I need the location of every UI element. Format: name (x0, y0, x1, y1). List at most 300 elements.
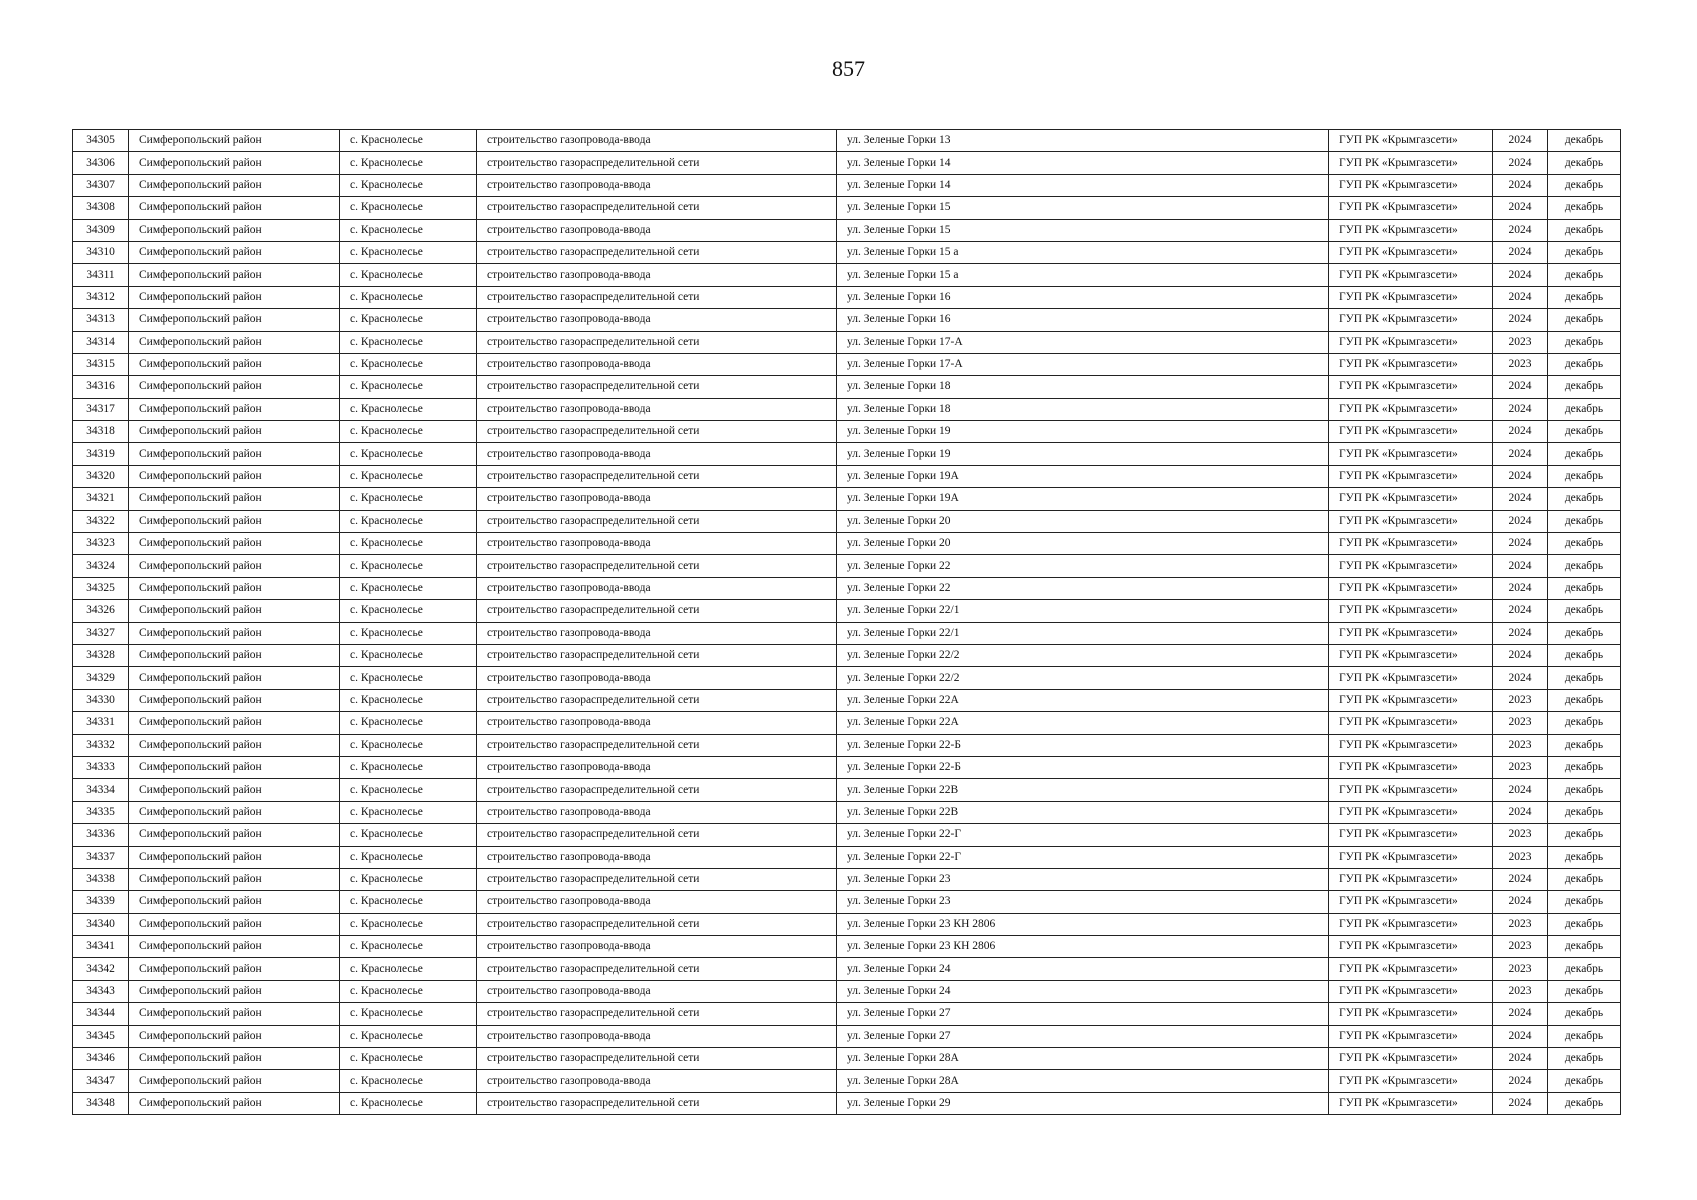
settlement-cell: с. Краснолесье (340, 1025, 477, 1047)
address-cell: ул. Зеленые Горки 19А (837, 488, 1329, 510)
address-cell: ул. Зеленые Горки 22/1 (837, 600, 1329, 622)
month-cell: декабрь (1548, 465, 1621, 487)
organization-cell: ГУП РК «Крымгазсети» (1329, 779, 1493, 801)
district-cell: Симферопольский район (129, 1025, 340, 1047)
district-cell: Симферопольский район (129, 353, 340, 375)
organization-cell: ГУП РК «Крымгазсети» (1329, 846, 1493, 868)
year-cell: 2024 (1493, 309, 1548, 331)
table-row (73, 488, 1621, 510)
month-cell: декабрь (1548, 1048, 1621, 1070)
organization-cell: ГУП РК «Крымгазсети» (1329, 824, 1493, 846)
year-cell: 2024 (1493, 421, 1548, 443)
address-cell: ул. Зеленые Горки 28А (837, 1070, 1329, 1092)
month-cell: декабрь (1548, 689, 1621, 711)
settlement-cell: с. Краснолесье (340, 734, 477, 756)
settlement-cell: с. Краснолесье (340, 801, 477, 823)
month-cell: декабрь (1548, 510, 1621, 532)
record-number-cell: 34338 (73, 868, 129, 890)
address-cell: ул. Зеленые Горки 24 (837, 980, 1329, 1002)
settlement-cell: с. Краснолесье (340, 1003, 477, 1025)
settlement-cell: с. Краснолесье (340, 555, 477, 577)
address-cell: ул. Зеленые Горки 15 а (837, 241, 1329, 263)
record-number-cell: 34310 (73, 241, 129, 263)
record-number-cell: 34318 (73, 421, 129, 443)
organization-cell: ГУП РК «Крымгазсети» (1329, 309, 1493, 331)
month-cell: декабрь (1548, 600, 1621, 622)
address-cell: ул. Зеленые Горки 22-Б (837, 734, 1329, 756)
table-row (73, 824, 1621, 846)
settlement-cell: с. Краснолесье (340, 309, 477, 331)
organization-cell: ГУП РК «Крымгазсети» (1329, 868, 1493, 890)
district-cell: Симферопольский район (129, 1048, 340, 1070)
record-number-cell: 34333 (73, 756, 129, 778)
district-cell: Симферопольский район (129, 712, 340, 734)
work-type-cell: строительство газораспределительной сети (477, 555, 837, 577)
month-cell: декабрь (1548, 241, 1621, 263)
organization-cell: ГУП РК «Крымгазсети» (1329, 443, 1493, 465)
settlement-cell: с. Краснолесье (340, 868, 477, 890)
year-cell: 2024 (1493, 801, 1548, 823)
settlement-cell: с. Краснолесье (340, 622, 477, 644)
address-cell: ул. Зеленые Горки 22-Г (837, 824, 1329, 846)
settlement-cell: с. Краснолесье (340, 353, 477, 375)
address-cell: ул. Зеленые Горки 27 (837, 1025, 1329, 1047)
organization-cell: ГУП РК «Крымгазсети» (1329, 1070, 1493, 1092)
record-number-cell: 34343 (73, 980, 129, 1002)
settlement-cell: с. Краснолесье (340, 219, 477, 241)
settlement-cell: с. Краснолесье (340, 533, 477, 555)
settlement-cell: с. Краснолесье (340, 488, 477, 510)
year-cell: 2024 (1493, 219, 1548, 241)
year-cell: 2024 (1493, 488, 1548, 510)
table-row (73, 779, 1621, 801)
month-cell: декабрь (1548, 353, 1621, 375)
year-cell: 2024 (1493, 779, 1548, 801)
record-number-cell: 34329 (73, 667, 129, 689)
year-cell: 2023 (1493, 689, 1548, 711)
settlement-cell: с. Краснолесье (340, 465, 477, 487)
year-cell: 2024 (1493, 1003, 1548, 1025)
settlement-cell: с. Краснолесье (340, 421, 477, 443)
table-row (73, 376, 1621, 398)
year-cell: 2024 (1493, 600, 1548, 622)
organization-cell: ГУП РК «Крымгазсети» (1329, 1025, 1493, 1047)
work-type-cell: строительство газораспределительной сети (477, 286, 837, 308)
record-number-cell: 34319 (73, 443, 129, 465)
table-row (73, 219, 1621, 241)
address-cell: ул. Зеленые Горки 22В (837, 801, 1329, 823)
record-number-cell: 34306 (73, 152, 129, 174)
record-number-cell: 34330 (73, 689, 129, 711)
table-row (73, 1025, 1621, 1047)
record-number-cell: 34308 (73, 197, 129, 219)
settlement-cell: с. Краснолесье (340, 130, 477, 152)
address-cell: ул. Зеленые Горки 22А (837, 689, 1329, 711)
year-cell: 2024 (1493, 577, 1548, 599)
work-type-cell: строительство газопровода-ввода (477, 443, 837, 465)
organization-cell: ГУП РК «Крымгазсети» (1329, 622, 1493, 644)
organization-cell: ГУП РК «Крымгазсети» (1329, 913, 1493, 935)
address-cell: ул. Зеленые Горки 22-Б (837, 756, 1329, 778)
work-type-cell: строительство газопровода-ввода (477, 756, 837, 778)
month-cell: декабрь (1548, 264, 1621, 286)
work-type-cell: строительство газораспределительной сети (477, 689, 837, 711)
month-cell: декабрь (1548, 868, 1621, 890)
year-cell: 2024 (1493, 465, 1548, 487)
work-type-cell: строительство газопровода-ввода (477, 309, 837, 331)
district-cell: Симферопольский район (129, 443, 340, 465)
work-type-cell: строительство газораспределительной сети (477, 197, 837, 219)
work-type-cell: строительство газопровода-ввода (477, 174, 837, 196)
district-cell: Симферопольский район (129, 309, 340, 331)
organization-cell: ГУП РК «Крымгазсети» (1329, 712, 1493, 734)
district-cell: Симферопольский район (129, 510, 340, 532)
organization-cell: ГУП РК «Крымгазсети» (1329, 286, 1493, 308)
address-cell: ул. Зеленые Горки 20 (837, 533, 1329, 555)
month-cell: декабрь (1548, 577, 1621, 599)
record-number-cell: 34344 (73, 1003, 129, 1025)
district-cell: Симферопольский район (129, 264, 340, 286)
record-number-cell: 34327 (73, 622, 129, 644)
address-cell: ул. Зеленые Горки 22 (837, 555, 1329, 577)
month-cell: декабрь (1548, 1070, 1621, 1092)
month-cell: декабрь (1548, 644, 1621, 666)
address-cell: ул. Зеленые Горки 14 (837, 174, 1329, 196)
district-cell: Симферопольский район (129, 465, 340, 487)
district-cell: Симферопольский район (129, 801, 340, 823)
organization-cell: ГУП РК «Крымгазсети» (1329, 689, 1493, 711)
address-cell: ул. Зеленые Горки 22/2 (837, 667, 1329, 689)
month-cell: декабрь (1548, 980, 1621, 1002)
district-cell: Симферопольский район (129, 152, 340, 174)
month-cell: декабрь (1548, 197, 1621, 219)
year-cell: 2024 (1493, 398, 1548, 420)
settlement-cell: с. Краснолесье (340, 667, 477, 689)
registry-table (72, 129, 1621, 1115)
settlement-cell: с. Краснолесье (340, 443, 477, 465)
work-type-cell: строительство газопровода-ввода (477, 130, 837, 152)
year-cell: 2023 (1493, 712, 1548, 734)
settlement-cell: с. Краснолесье (340, 712, 477, 734)
district-cell: Симферопольский район (129, 689, 340, 711)
month-cell: декабрь (1548, 1025, 1621, 1047)
organization-cell: ГУП РК «Крымгазсети» (1329, 331, 1493, 353)
settlement-cell: с. Краснолесье (340, 376, 477, 398)
month-cell: декабрь (1548, 421, 1621, 443)
year-cell: 2024 (1493, 644, 1548, 666)
organization-cell: ГУП РК «Крымгазсети» (1329, 533, 1493, 555)
district-cell: Симферопольский район (129, 936, 340, 958)
settlement-cell: с. Краснолесье (340, 936, 477, 958)
settlement-cell: с. Краснолесье (340, 398, 477, 420)
record-number-cell: 34345 (73, 1025, 129, 1047)
district-cell: Симферопольский район (129, 1070, 340, 1092)
table-row (73, 667, 1621, 689)
work-type-cell: строительство газораспределительной сети (477, 868, 837, 890)
month-cell: декабрь (1548, 734, 1621, 756)
district-cell: Симферопольский район (129, 488, 340, 510)
month-cell: декабрь (1548, 712, 1621, 734)
record-number-cell: 34323 (73, 533, 129, 555)
table-row (73, 756, 1621, 778)
month-cell: декабрь (1548, 801, 1621, 823)
organization-cell: ГУП РК «Крымгазсети» (1329, 600, 1493, 622)
work-type-cell: строительство газораспределительной сети (477, 824, 837, 846)
address-cell: ул. Зеленые Горки 15 а (837, 264, 1329, 286)
year-cell: 2024 (1493, 891, 1548, 913)
work-type-cell: строительство газораспределительной сети (477, 510, 837, 532)
table-row (73, 622, 1621, 644)
month-cell: декабрь (1548, 152, 1621, 174)
work-type-cell: строительство газораспределительной сети (477, 421, 837, 443)
work-type-cell: строительство газопровода-ввода (477, 264, 837, 286)
address-cell: ул. Зеленые Горки 22 (837, 577, 1329, 599)
record-number-cell: 34316 (73, 376, 129, 398)
table-row (73, 174, 1621, 196)
district-cell: Симферопольский район (129, 958, 340, 980)
year-cell: 2024 (1493, 555, 1548, 577)
month-cell: декабрь (1548, 779, 1621, 801)
year-cell: 2024 (1493, 1025, 1548, 1047)
organization-cell: ГУП РК «Крымгазсети» (1329, 174, 1493, 196)
work-type-cell: строительство газораспределительной сети (477, 913, 837, 935)
work-type-cell: строительство газопровода-ввода (477, 801, 837, 823)
organization-cell: ГУП РК «Крымгазсети» (1329, 130, 1493, 152)
address-cell: ул. Зеленые Горки 18 (837, 398, 1329, 420)
table-row (73, 533, 1621, 555)
settlement-cell: с. Краснолесье (340, 689, 477, 711)
district-cell: Симферопольский район (129, 331, 340, 353)
record-number-cell: 34342 (73, 958, 129, 980)
district-cell: Симферопольский район (129, 376, 340, 398)
year-cell: 2023 (1493, 734, 1548, 756)
work-type-cell: строительство газопровода-ввода (477, 533, 837, 555)
table-row (73, 1048, 1621, 1070)
work-type-cell: строительство газопровода-ввода (477, 936, 837, 958)
settlement-cell: с. Краснолесье (340, 891, 477, 913)
year-cell: 2024 (1493, 510, 1548, 532)
settlement-cell: с. Краснолесье (340, 577, 477, 599)
work-type-cell: строительство газопровода-ввода (477, 667, 837, 689)
record-number-cell: 34311 (73, 264, 129, 286)
table-row (73, 891, 1621, 913)
organization-cell: ГУП РК «Крымгазсети» (1329, 936, 1493, 958)
month-cell: декабрь (1548, 309, 1621, 331)
address-cell: ул. Зеленые Горки 22/1 (837, 622, 1329, 644)
table-row (73, 1003, 1621, 1025)
organization-cell: ГУП РК «Крымгазсети» (1329, 555, 1493, 577)
work-type-cell: строительство газораспределительной сети (477, 644, 837, 666)
record-number-cell: 34334 (73, 779, 129, 801)
settlement-cell: с. Краснолесье (340, 913, 477, 935)
month-cell: декабрь (1548, 331, 1621, 353)
year-cell: 2024 (1493, 130, 1548, 152)
district-cell: Симферопольский район (129, 980, 340, 1002)
record-number-cell: 34315 (73, 353, 129, 375)
work-type-cell: строительство газопровода-ввода (477, 622, 837, 644)
district-cell: Симферопольский район (129, 846, 340, 868)
month-cell: декабрь (1548, 846, 1621, 868)
work-type-cell: строительство газопровода-ввода (477, 891, 837, 913)
month-cell: декабрь (1548, 622, 1621, 644)
table-row (73, 421, 1621, 443)
year-cell: 2024 (1493, 241, 1548, 263)
table-row (73, 1092, 1621, 1114)
district-cell: Симферопольский район (129, 622, 340, 644)
year-cell: 2024 (1493, 868, 1548, 890)
table-row (73, 936, 1621, 958)
organization-cell: ГУП РК «Крымгазсети» (1329, 488, 1493, 510)
work-type-cell: строительство газопровода-ввода (477, 980, 837, 1002)
district-cell: Симферопольский район (129, 533, 340, 555)
address-cell: ул. Зеленые Горки 22В (837, 779, 1329, 801)
month-cell: декабрь (1548, 958, 1621, 980)
district-cell: Симферопольский район (129, 756, 340, 778)
year-cell: 2023 (1493, 980, 1548, 1002)
year-cell: 2023 (1493, 824, 1548, 846)
settlement-cell: с. Краснолесье (340, 241, 477, 263)
organization-cell: ГУП РК «Крымгазсети» (1329, 1092, 1493, 1114)
work-type-cell: строительство газопровода-ввода (477, 353, 837, 375)
address-cell: ул. Зеленые Горки 22А (837, 712, 1329, 734)
record-number-cell: 34313 (73, 309, 129, 331)
table-row (73, 331, 1621, 353)
work-type-cell: строительство газопровода-ввода (477, 846, 837, 868)
settlement-cell: с. Краснолесье (340, 756, 477, 778)
address-cell: ул. Зеленые Горки 19 (837, 443, 1329, 465)
table-row (73, 555, 1621, 577)
year-cell: 2023 (1493, 331, 1548, 353)
table-row (73, 309, 1621, 331)
settlement-cell: с. Краснолесье (340, 1092, 477, 1114)
year-cell: 2023 (1493, 353, 1548, 375)
district-cell: Симферопольский район (129, 600, 340, 622)
organization-cell: ГУП РК «Крымгазсети» (1329, 644, 1493, 666)
organization-cell: ГУП РК «Крымгазсети» (1329, 197, 1493, 219)
month-cell: декабрь (1548, 286, 1621, 308)
address-cell: ул. Зеленые Горки 29 (837, 1092, 1329, 1114)
page-number: 857 (832, 56, 865, 81)
month-cell: декабрь (1548, 936, 1621, 958)
organization-cell: ГУП РК «Крымгазсети» (1329, 398, 1493, 420)
table-row (73, 712, 1621, 734)
work-type-cell: строительство газораспределительной сети (477, 331, 837, 353)
month-cell: декабрь (1548, 130, 1621, 152)
table-row (73, 689, 1621, 711)
year-cell: 2024 (1493, 376, 1548, 398)
settlement-cell: с. Краснолесье (340, 600, 477, 622)
settlement-cell: с. Краснолесье (340, 197, 477, 219)
organization-cell: ГУП РК «Крымгазсети» (1329, 219, 1493, 241)
record-number-cell: 34314 (73, 331, 129, 353)
district-cell: Симферопольский район (129, 734, 340, 756)
work-type-cell: строительство газораспределительной сети (477, 734, 837, 756)
district-cell: Симферопольский район (129, 868, 340, 890)
work-type-cell: строительство газопровода-ввода (477, 398, 837, 420)
address-cell: ул. Зеленые Горки 22-Г (837, 846, 1329, 868)
organization-cell: ГУП РК «Крымгазсети» (1329, 376, 1493, 398)
address-cell: ул. Зеленые Горки 23 (837, 868, 1329, 890)
table-row (73, 577, 1621, 599)
organization-cell: ГУП РК «Крымгазсети» (1329, 1003, 1493, 1025)
address-cell: ул. Зеленые Горки 23 (837, 891, 1329, 913)
record-number-cell: 34322 (73, 510, 129, 532)
table-row (73, 644, 1621, 666)
address-cell: ул. Зеленые Горки 19А (837, 465, 1329, 487)
work-type-cell: строительство газораспределительной сети (477, 1003, 837, 1025)
organization-cell: ГУП РК «Крымгазсети» (1329, 241, 1493, 263)
district-cell: Симферопольский район (129, 1003, 340, 1025)
record-number-cell: 34346 (73, 1048, 129, 1070)
address-cell: ул. Зеленые Горки 22/2 (837, 644, 1329, 666)
district-cell: Симферопольский район (129, 398, 340, 420)
table-row (73, 286, 1621, 308)
month-cell: декабрь (1548, 488, 1621, 510)
work-type-cell: строительство газораспределительной сети (477, 779, 837, 801)
settlement-cell: с. Краснолесье (340, 980, 477, 1002)
work-type-cell: строительство газораспределительной сети (477, 958, 837, 980)
settlement-cell: с. Краснолесье (340, 174, 477, 196)
work-type-cell: строительство газораспределительной сети (477, 241, 837, 263)
month-cell: декабрь (1548, 555, 1621, 577)
district-cell: Симферопольский район (129, 174, 340, 196)
year-cell: 2024 (1493, 1092, 1548, 1114)
settlement-cell: с. Краснолесье (340, 510, 477, 532)
settlement-cell: с. Краснолесье (340, 1070, 477, 1092)
month-cell: декабрь (1548, 398, 1621, 420)
settlement-cell: с. Краснолесье (340, 286, 477, 308)
record-number-cell: 34305 (73, 130, 129, 152)
address-cell: ул. Зеленые Горки 23 КН 2806 (837, 936, 1329, 958)
district-cell: Симферопольский район (129, 577, 340, 599)
district-cell: Симферопольский район (129, 913, 340, 935)
record-number-cell: 34340 (73, 913, 129, 935)
record-number-cell: 34328 (73, 644, 129, 666)
settlement-cell: с. Краснолесье (340, 824, 477, 846)
district-cell: Симферопольский район (129, 1092, 340, 1114)
table-row (73, 197, 1621, 219)
year-cell: 2024 (1493, 152, 1548, 174)
district-cell: Симферопольский район (129, 130, 340, 152)
address-cell: ул. Зеленые Горки 20 (837, 510, 1329, 532)
month-cell: декабрь (1548, 376, 1621, 398)
year-cell: 2024 (1493, 533, 1548, 555)
month-cell: декабрь (1548, 824, 1621, 846)
year-cell: 2024 (1493, 622, 1548, 644)
work-type-cell: строительство газопровода-ввода (477, 1025, 837, 1047)
organization-cell: ГУП РК «Крымгазсети» (1329, 465, 1493, 487)
year-cell: 2024 (1493, 197, 1548, 219)
record-number-cell: 34320 (73, 465, 129, 487)
address-cell: ул. Зеленые Горки 13 (837, 130, 1329, 152)
work-type-cell: строительство газораспределительной сети (477, 600, 837, 622)
table-row (73, 846, 1621, 868)
table-row (73, 443, 1621, 465)
year-cell: 2023 (1493, 913, 1548, 935)
month-cell: декабрь (1548, 443, 1621, 465)
table-row (73, 465, 1621, 487)
record-number-cell: 34332 (73, 734, 129, 756)
month-cell: декабрь (1548, 913, 1621, 935)
work-type-cell: строительство газопровода-ввода (477, 488, 837, 510)
settlement-cell: с. Краснолесье (340, 958, 477, 980)
settlement-cell: с. Краснолесье (340, 846, 477, 868)
table-row (73, 868, 1621, 890)
work-type-cell: строительство газопровода-ввода (477, 712, 837, 734)
district-cell: Симферопольский район (129, 197, 340, 219)
address-cell: ул. Зеленые Горки 15 (837, 219, 1329, 241)
settlement-cell: с. Краснолесье (340, 1048, 477, 1070)
